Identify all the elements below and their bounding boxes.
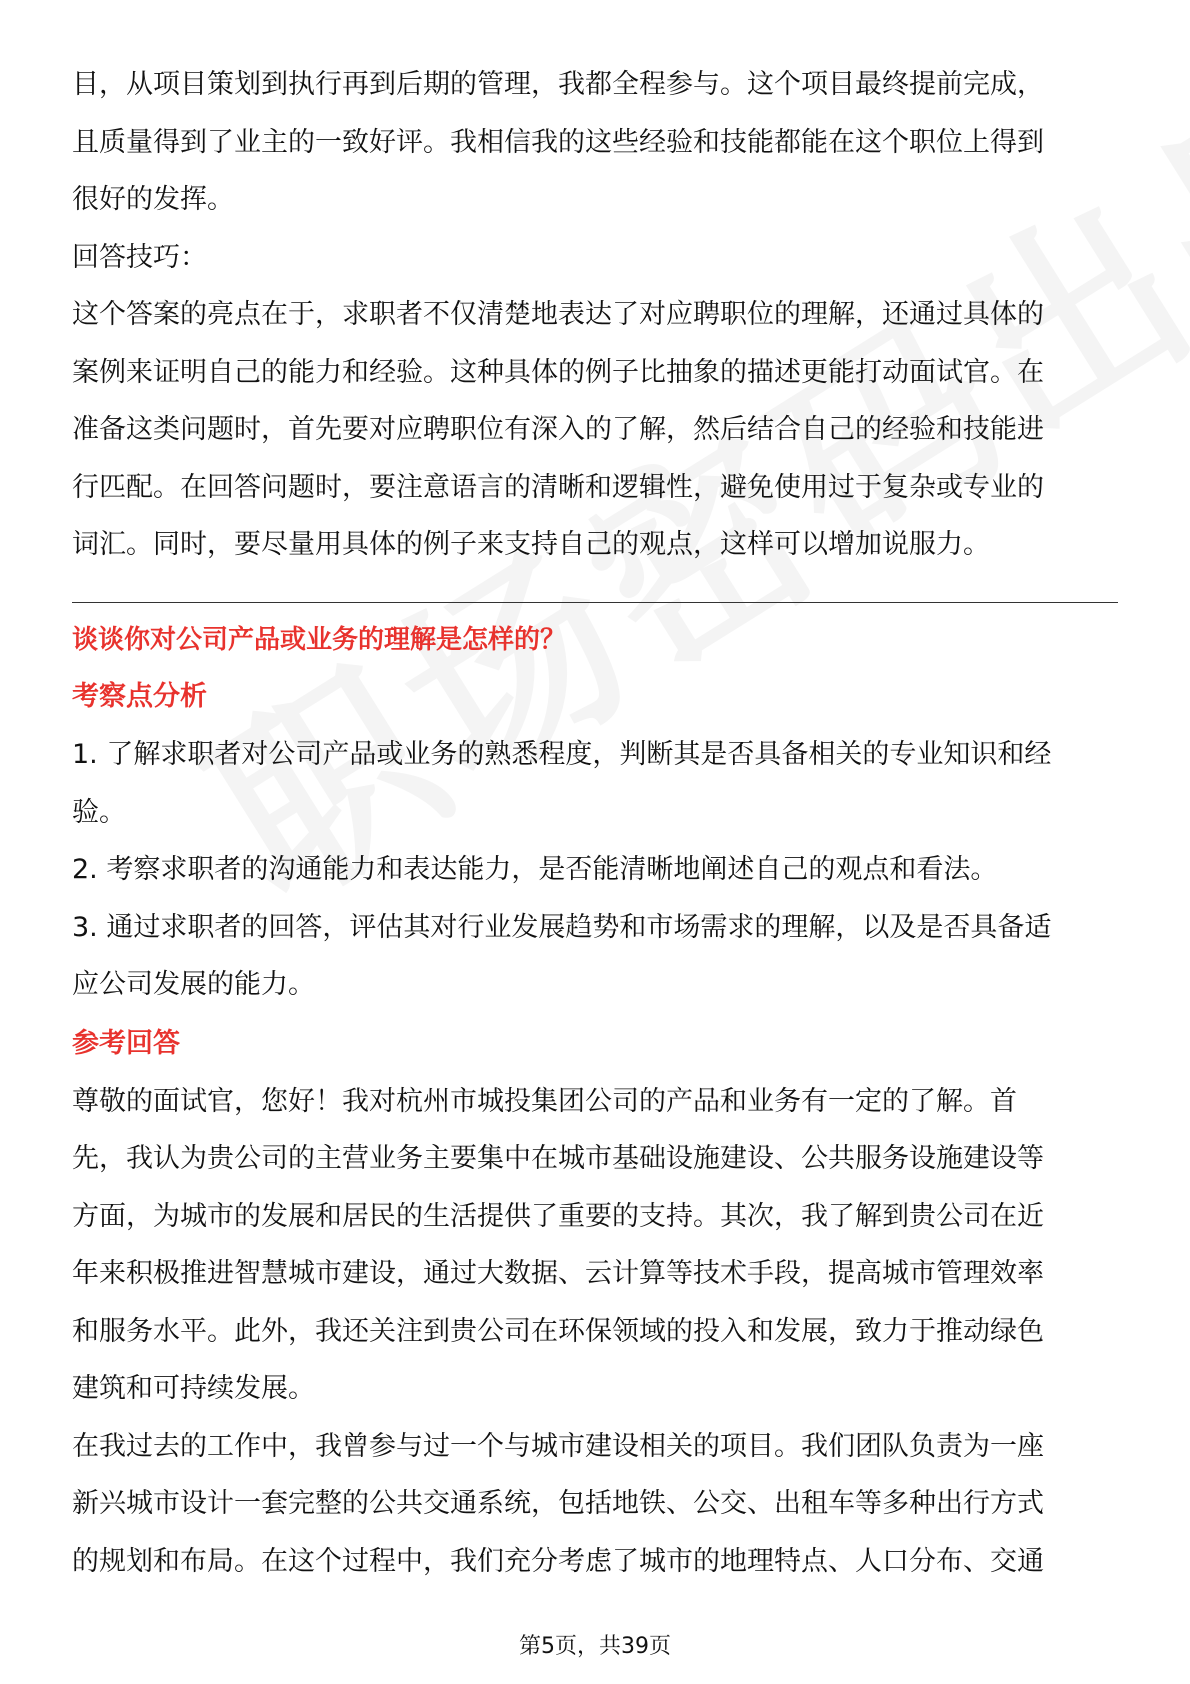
question-title: 谈谈你对公司产品或业务的理解是怎样的？ — [72, 625, 567, 655]
text-line: 且质量得到了业主的一致好评。我相信我的这些经验和技能都能在这个职位上得到 — [72, 126, 1044, 158]
text-line: 准备这类问题时，首先要对应聘职位有深入的了解，然后结合自己的经验和技能进 — [72, 414, 1044, 445]
top-content — [72, 56, 1118, 574]
text-line: 和服务水平。此外，我还关注到贵公司在环保领域的投入和发展，致力于推动绿色 — [72, 1315, 1044, 1347]
list-item: 1. 了解求职者对公司产品或业务的熟悉程度，判断其是否具备相关的专业知识和经 — [72, 739, 1052, 770]
page-number: 第5页，共39页 — [519, 1634, 671, 1659]
text-line: 目，从项目策划到执行再到后期的管理，我都全程参与。这个项目最终提前完成， — [72, 69, 1044, 100]
analysis-heading: 考察点分析 — [72, 681, 207, 712]
list-item: 3. 通过求职者的回答，评估其对行业发展趋势和市场需求的理解，以及是否具备适 — [72, 911, 1052, 943]
text-line: 很好的发挥。 — [72, 184, 234, 215]
text-line: 词汇。同时，要尽量用具体的例子来支持自己的观点，这样可以增加说服力。 — [72, 529, 990, 560]
list-item: 2. 考察求职者的沟通能力和表达能力，是否能清晰地阐述自己的观点和看法。 — [72, 854, 998, 885]
text-line: 尊敬的面试官，您好！我对杭州市城投集团公司的产品和业务有一定的了解。首 — [72, 1085, 1017, 1117]
list-item: 应公司发展的能力。 — [72, 969, 315, 1000]
text-line: 行匹配。在回答问题时，要注意语言的清晰和逻辑性，避免使用过于复杂或专业的 — [72, 471, 1044, 503]
text-line: 先，我认为贵公司的主营业务主要集中在城市基础设施建设、公共服务设施建设等 — [72, 1143, 1044, 1174]
text-line: 方面，为城市的发展和居民的生活提供了重要的支持。其次，我了解到贵公司在近 — [72, 1200, 1044, 1232]
text-line: 案例来证明自己的能力和经验。这种具体的例子比抽象的描述更能打动面试官。在 — [72, 356, 1044, 388]
tips-label: 回答技巧： — [72, 241, 207, 273]
question-section — [72, 612, 1118, 1590]
text-line: 年来积极推进智慧城市建设，通过大数据、云计算等技术手段，提高城市管理效率 — [72, 1258, 1044, 1289]
analysis-list — [72, 726, 1118, 1014]
answer-continuation — [72, 56, 1118, 229]
text-line: 的规划和布局。在这个过程中，我们充分考虑了城市的地理特点、人口分布、交通 — [72, 1545, 1044, 1577]
answer-paragraph — [72, 1073, 1118, 1591]
text-line: 新兴城市设计一套完整的公共交通系统，包括地铁、公交、出租车等多种出行方式 — [72, 1488, 1044, 1519]
text-line: 在我过去的工作中，我曾参与过一个与城市建设相关的项目。我们团队负责为一座 — [72, 1430, 1044, 1462]
text-line: 这个答案的亮点在于，求职者不仅清楚地表达了对应聘职位的理解，还通过具体的 — [72, 299, 1044, 330]
answer-heading: 参考回答 — [72, 1027, 180, 1059]
list-item: 验。 — [72, 796, 126, 828]
section-divider — [72, 602, 1118, 603]
text-line: 建筑和可持续发展。 — [72, 1373, 315, 1404]
tips-paragraph — [72, 286, 1118, 574]
